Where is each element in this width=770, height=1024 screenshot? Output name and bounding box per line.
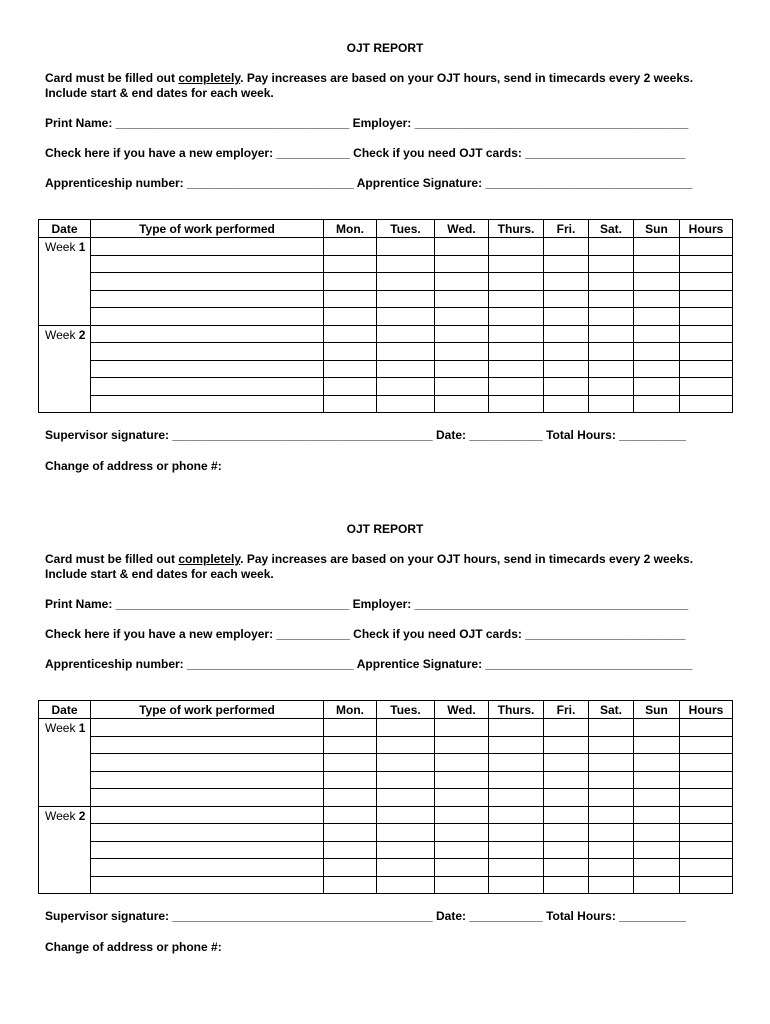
week-1-number: 1 [78, 721, 86, 735]
table-row [39, 378, 733, 396]
entry-cell[interactable] [544, 824, 589, 842]
entry-cell[interactable] [634, 325, 680, 343]
entry-cell[interactable] [680, 325, 733, 343]
entry-cell[interactable] [589, 771, 634, 789]
entry-cell[interactable] [324, 754, 377, 772]
entry-cell[interactable] [589, 343, 634, 361]
entry-cell[interactable] [589, 806, 634, 824]
col-mon: Mon. [324, 220, 377, 238]
entry-cell[interactable] [680, 238, 733, 256]
table-row [39, 343, 733, 361]
entry-cell[interactable] [435, 378, 489, 396]
entry-cell[interactable] [634, 343, 680, 361]
entry-cell[interactable] [544, 754, 589, 772]
entry-cell[interactable] [435, 360, 489, 378]
week-2-number: 2 [78, 327, 86, 342]
entry-cell[interactable] [680, 360, 733, 378]
entry-cell[interactable] [91, 806, 324, 824]
entry-cell[interactable] [435, 308, 489, 326]
table-row [39, 789, 733, 807]
col-date: Date [39, 701, 91, 719]
col-mon: Mon. [324, 701, 377, 719]
apprenticeship-signature-line[interactable]: Apprenticeship number: _________________________ Apprentice Signature: _______________________________ [45, 657, 693, 671]
entry-cell[interactable] [544, 255, 589, 273]
col-date: Date [39, 220, 91, 238]
entry-cell[interactable] [377, 395, 435, 413]
entry-cell[interactable] [435, 238, 489, 256]
entry-cell[interactable] [680, 841, 733, 859]
entry-cell[interactable] [589, 290, 634, 308]
entry-cell[interactable] [634, 395, 680, 413]
entry-cell[interactable] [91, 273, 324, 291]
entry-cell[interactable] [589, 719, 634, 737]
col-sun: Sun [634, 701, 680, 719]
entry-cell[interactable] [324, 378, 377, 396]
new-employer-ojt-cards-line[interactable]: Check here if you have a new employer: ___________ Check if you need OJT cards: ________________________ [45, 146, 686, 160]
table-header-row [39, 701, 733, 719]
week-2-date-cell[interactable] [39, 325, 91, 413]
entry-cell[interactable] [544, 841, 589, 859]
entry-cell[interactable] [377, 736, 435, 754]
change-of-address-line[interactable]: Change of address or phone #: [45, 940, 222, 954]
entry-cell[interactable] [544, 343, 589, 361]
entry-cell[interactable] [91, 841, 324, 859]
entry-cell[interactable] [324, 824, 377, 842]
entry-cell[interactable] [634, 719, 680, 737]
entry-cell[interactable] [324, 308, 377, 326]
table-row [39, 325, 733, 343]
entry-cell[interactable] [680, 736, 733, 754]
entry-cell[interactable] [324, 789, 377, 807]
entry-cell[interactable] [680, 395, 733, 413]
entry-cell[interactable] [324, 343, 377, 361]
entry-cell[interactable] [544, 273, 589, 291]
entry-cell[interactable] [91, 395, 324, 413]
entry-cell[interactable] [91, 290, 324, 308]
entry-cell[interactable] [324, 719, 377, 737]
entry-cell[interactable] [589, 841, 634, 859]
instructions [45, 552, 705, 582]
entry-cell[interactable] [435, 771, 489, 789]
entry-cell[interactable] [489, 325, 544, 343]
entry-cell[interactable] [489, 719, 544, 737]
table-row [39, 395, 733, 413]
entry-cell[interactable] [680, 343, 733, 361]
entry-cell[interactable] [544, 325, 589, 343]
entry-cell[interactable] [489, 378, 544, 396]
entry-cell[interactable] [680, 273, 733, 291]
table-row [39, 360, 733, 378]
entry-cell[interactable] [91, 360, 324, 378]
entry-cell[interactable] [377, 290, 435, 308]
entry-cell[interactable] [589, 273, 634, 291]
col-fri: Fri. [544, 701, 589, 719]
entry-cell[interactable] [489, 876, 544, 894]
entry-cell[interactable] [435, 343, 489, 361]
entry-cell[interactable] [435, 789, 489, 807]
entry-cell[interactable] [634, 238, 680, 256]
table-row [39, 754, 733, 772]
entry-cell[interactable] [634, 255, 680, 273]
col-thurs: Thurs. [489, 220, 544, 238]
entry-cell[interactable] [435, 876, 489, 894]
entry-cell[interactable] [377, 789, 435, 807]
entry-cell[interactable] [324, 273, 377, 291]
entry-cell[interactable] [489, 806, 544, 824]
entry-cell[interactable] [377, 876, 435, 894]
entry-cell[interactable] [377, 255, 435, 273]
entry-cell[interactable] [377, 273, 435, 291]
entry-cell[interactable] [377, 238, 435, 256]
col-wed: Wed. [435, 701, 489, 719]
entry-cell[interactable] [91, 771, 324, 789]
entry-cell[interactable] [589, 395, 634, 413]
entry-cell[interactable] [680, 719, 733, 737]
entry-cell[interactable] [91, 255, 324, 273]
entry-cell[interactable] [634, 360, 680, 378]
print-name-employer-line[interactable]: Print Name: ___________________________________ Employer: _________________________________________ [45, 116, 689, 130]
table-row [39, 859, 733, 877]
col-sat: Sat. [589, 220, 634, 238]
entry-cell[interactable] [435, 824, 489, 842]
entry-cell[interactable] [377, 806, 435, 824]
entry-cell[interactable] [634, 736, 680, 754]
week-2-label: Week [45, 327, 79, 342]
instructions-emphasis: completely [178, 71, 241, 85]
entry-cell[interactable] [324, 841, 377, 859]
entry-cell[interactable] [91, 754, 324, 772]
entry-cell[interactable] [489, 754, 544, 772]
entry-cell[interactable] [377, 754, 435, 772]
table-row [39, 841, 733, 859]
entry-cell[interactable] [435, 859, 489, 877]
week-2-label: Week [45, 808, 79, 823]
entry-cell[interactable] [377, 824, 435, 842]
table-row [39, 771, 733, 789]
table-row [39, 290, 733, 308]
table-row [39, 255, 733, 273]
table-row [39, 736, 733, 754]
entry-cell[interactable] [680, 789, 733, 807]
entry-cell[interactable] [544, 378, 589, 396]
form-title: OJT REPORT [346, 41, 424, 55]
entry-cell[interactable] [489, 308, 544, 326]
entry-cell[interactable] [589, 325, 634, 343]
entry-cell[interactable] [324, 806, 377, 824]
entry-cell[interactable] [680, 290, 733, 308]
col-thurs: Thurs. [489, 701, 544, 719]
entry-cell[interactable] [634, 290, 680, 308]
entry-cell[interactable] [634, 806, 680, 824]
entry-cell[interactable] [324, 736, 377, 754]
entry-cell[interactable] [489, 736, 544, 754]
entry-cell[interactable] [680, 255, 733, 273]
entry-cell[interactable] [544, 771, 589, 789]
table-header-row [39, 220, 733, 238]
supervisor-date-hours-line[interactable]: Supervisor signature: _______________________________________ Date: ___________ Total Hours: __________ [45, 909, 686, 923]
col-work-type: Type of work performed [91, 220, 324, 238]
entry-cell[interactable] [544, 308, 589, 326]
table-row [39, 876, 733, 894]
entry-cell[interactable] [489, 238, 544, 256]
entry-cell[interactable] [589, 736, 634, 754]
entry-cell[interactable] [324, 859, 377, 877]
timecard-table [38, 219, 733, 413]
entry-cell[interactable] [91, 824, 324, 842]
entry-cell[interactable] [589, 824, 634, 842]
col-fri: Fri. [544, 220, 589, 238]
instructions [45, 71, 705, 101]
entry-cell[interactable] [544, 736, 589, 754]
entry-cell[interactable] [324, 876, 377, 894]
week-1-number: 1 [78, 240, 86, 254]
entry-cell[interactable] [435, 736, 489, 754]
week-2-number: 2 [78, 808, 86, 823]
entry-cell[interactable] [680, 824, 733, 842]
entry-cell[interactable] [377, 378, 435, 396]
col-tues: Tues. [377, 701, 435, 719]
col-wed: Wed. [435, 220, 489, 238]
entry-cell[interactable] [634, 824, 680, 842]
entry-cell[interactable] [680, 876, 733, 894]
entry-cell[interactable] [324, 290, 377, 308]
apprenticeship-signature-line[interactable]: Apprenticeship number: _________________________ Apprentice Signature: _______________________________ [45, 176, 693, 190]
entry-cell[interactable] [489, 859, 544, 877]
entry-cell[interactable] [91, 308, 324, 326]
entry-cell[interactable] [544, 290, 589, 308]
entry-cell[interactable] [489, 290, 544, 308]
week-1-label: Week [45, 721, 79, 735]
week-1-date-cell[interactable] [39, 238, 91, 326]
entry-cell[interactable] [435, 273, 489, 291]
entry-cell[interactable] [634, 876, 680, 894]
entry-cell[interactable] [489, 395, 544, 413]
entry-cell[interactable] [544, 876, 589, 894]
form-title: OJT REPORT [346, 522, 424, 536]
entry-cell[interactable] [634, 771, 680, 789]
entry-cell[interactable] [377, 343, 435, 361]
entry-cell[interactable] [589, 308, 634, 326]
instructions-text-1: Card must be filled out [45, 552, 179, 566]
col-sun: Sun [634, 220, 680, 238]
entry-cell[interactable] [435, 325, 489, 343]
entry-cell[interactable] [324, 255, 377, 273]
timecard-table [38, 700, 733, 894]
entry-cell[interactable] [589, 876, 634, 894]
week-1-label: Week [45, 240, 79, 254]
entry-cell[interactable] [91, 343, 324, 361]
entry-cell[interactable] [634, 841, 680, 859]
entry-cell[interactable] [377, 771, 435, 789]
entry-cell[interactable] [589, 378, 634, 396]
entry-cell[interactable] [91, 325, 324, 343]
entry-cell[interactable] [634, 378, 680, 396]
entry-cell[interactable] [544, 859, 589, 877]
entry-cell[interactable] [377, 360, 435, 378]
entry-cell[interactable] [91, 238, 324, 256]
entry-cell[interactable] [680, 806, 733, 824]
entry-cell[interactable] [489, 771, 544, 789]
entry-cell[interactable] [589, 859, 634, 877]
entry-cell[interactable] [435, 255, 489, 273]
entry-cell[interactable] [91, 378, 324, 396]
col-work-type: Type of work performed [91, 701, 324, 719]
entry-cell[interactable] [489, 841, 544, 859]
entry-cell[interactable] [634, 308, 680, 326]
entry-cell[interactable] [377, 859, 435, 877]
table-row [39, 824, 733, 842]
week-2-date-cell[interactable] [39, 806, 91, 894]
entry-cell[interactable] [324, 395, 377, 413]
entry-cell[interactable] [489, 255, 544, 273]
entry-cell[interactable] [435, 806, 489, 824]
entry-cell[interactable] [589, 238, 634, 256]
entry-cell[interactable] [680, 771, 733, 789]
col-hours: Hours [680, 701, 733, 719]
table-row [39, 806, 733, 824]
entry-cell[interactable] [377, 719, 435, 737]
entry-cell[interactable] [324, 238, 377, 256]
supervisor-date-hours-line[interactable]: Supervisor signature: _______________________________________ Date: ___________ Total Hours: __________ [45, 428, 686, 442]
entry-cell[interactable] [589, 255, 634, 273]
entry-cell[interactable] [91, 859, 324, 877]
entry-cell[interactable] [680, 308, 733, 326]
entry-cell[interactable] [489, 824, 544, 842]
entry-cell[interactable] [489, 343, 544, 361]
entry-cell[interactable] [589, 754, 634, 772]
entry-cell[interactable] [377, 308, 435, 326]
entry-cell[interactable] [489, 789, 544, 807]
table-row [39, 273, 733, 291]
entry-cell[interactable] [634, 859, 680, 877]
entry-cell[interactable] [544, 395, 589, 413]
entry-cell[interactable] [544, 360, 589, 378]
entry-cell[interactable] [377, 325, 435, 343]
instructions-text-1: Card must be filled out [45, 71, 179, 85]
entry-cell[interactable] [91, 736, 324, 754]
instructions-emphasis: completely [178, 552, 241, 566]
entry-cell[interactable] [435, 719, 489, 737]
entry-cell[interactable] [489, 273, 544, 291]
entry-cell[interactable] [544, 806, 589, 824]
entry-cell[interactable] [324, 325, 377, 343]
entry-cell[interactable] [634, 754, 680, 772]
table-row [39, 238, 733, 256]
entry-cell[interactable] [91, 789, 324, 807]
new-employer-ojt-cards-line[interactable]: Check here if you have a new employer: ___________ Check if you need OJT cards: ________________________ [45, 627, 686, 641]
entry-cell[interactable] [489, 360, 544, 378]
entry-cell[interactable] [680, 754, 733, 772]
entry-cell[interactable] [680, 859, 733, 877]
entry-cell[interactable] [435, 841, 489, 859]
change-of-address-line[interactable]: Change of address or phone #: [45, 459, 222, 473]
entry-cell[interactable] [544, 789, 589, 807]
entry-cell[interactable] [589, 789, 634, 807]
print-name-employer-line[interactable]: Print Name: ___________________________________ Employer: _________________________________________ [45, 597, 689, 611]
table-row [39, 308, 733, 326]
col-sat: Sat. [589, 701, 634, 719]
entry-cell[interactable] [324, 360, 377, 378]
entry-cell[interactable] [435, 395, 489, 413]
entry-cell[interactable] [634, 273, 680, 291]
col-hours: Hours [680, 220, 733, 238]
entry-cell[interactable] [544, 238, 589, 256]
entry-cell[interactable] [634, 789, 680, 807]
col-tues: Tues. [377, 220, 435, 238]
week-1-date-cell[interactable] [39, 719, 91, 807]
entry-cell[interactable] [435, 754, 489, 772]
instructions-text-2: . Pay increases are based on your OJT hours, send in timecards every 2 weeks. Include start & end dates for each week. [45, 71, 694, 100]
entry-cell[interactable] [377, 841, 435, 859]
entry-cell[interactable] [91, 719, 324, 737]
entry-cell[interactable] [680, 378, 733, 396]
entry-cell[interactable] [324, 771, 377, 789]
entry-cell[interactable] [544, 719, 589, 737]
entry-cell[interactable] [435, 290, 489, 308]
entry-cell[interactable] [91, 876, 324, 894]
entry-cell[interactable] [589, 360, 634, 378]
table-row [39, 719, 733, 737]
instructions-text-2: . Pay increases are based on your OJT hours, send in timecards every 2 weeks. Include start & end dates for each week. [45, 552, 694, 581]
